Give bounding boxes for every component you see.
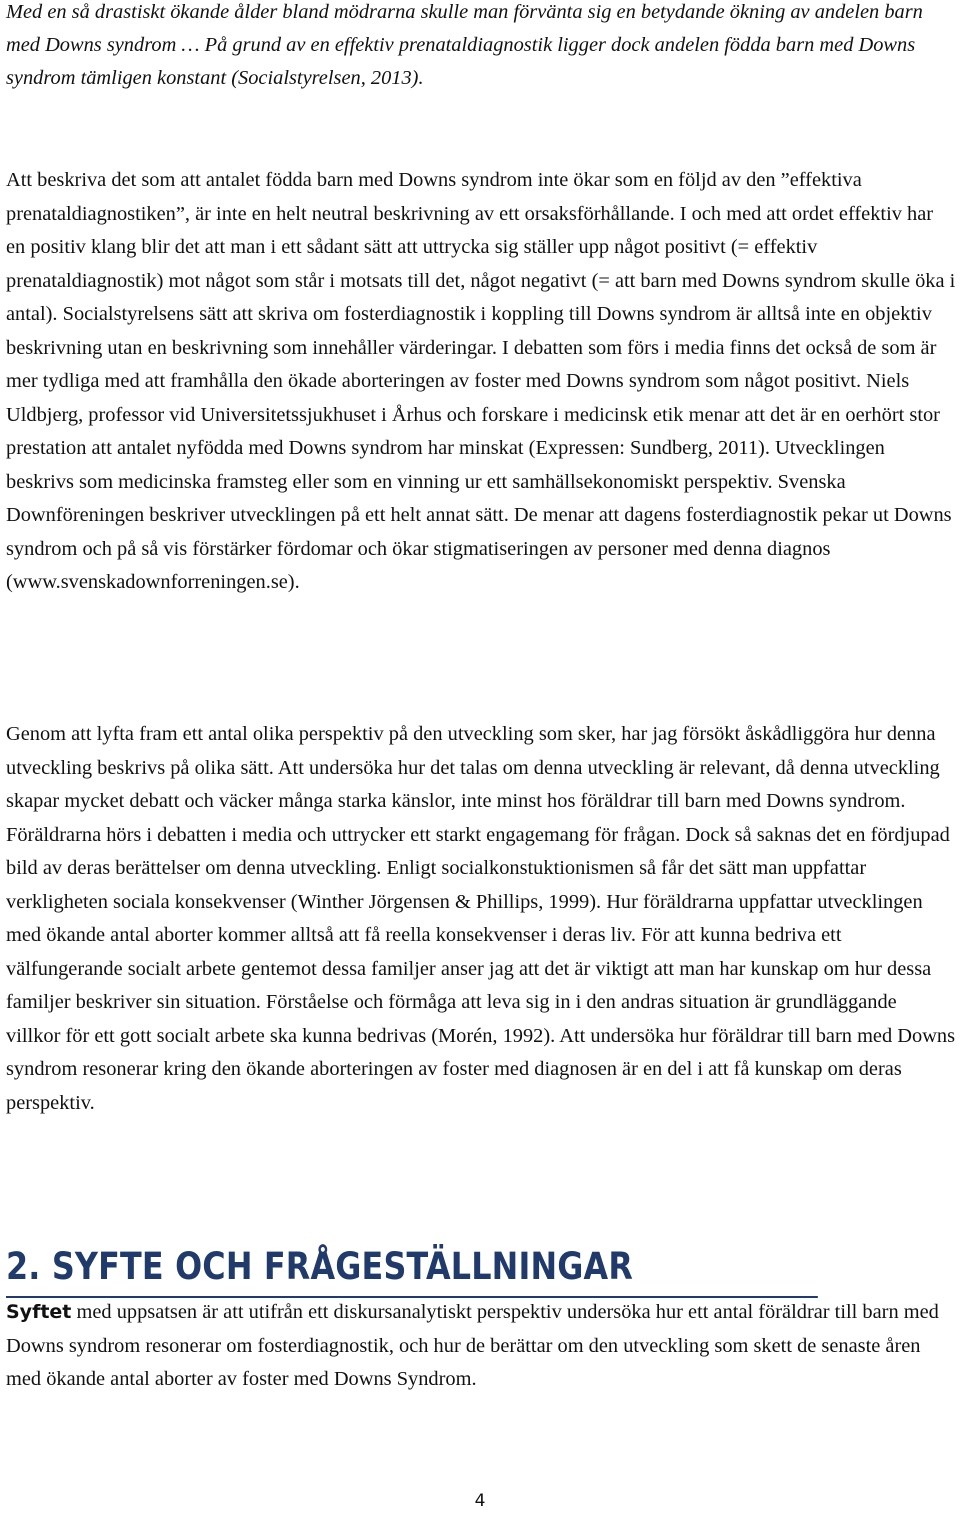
body-paragraph-1: Att beskriva det som att antalet födda barn med Downs syndrom inte ökar som en följd av den ”effektiva prenataldiagnostiken”, är inte en helt neutral beskrivning av ett orsaksförhållande. I och med att ordet effektiv har en positiv klang blir det att man i ett sådant sätt att uttrycka sig ställer upp något positivt (= effektiv prenataldiagnostik) mot något som står i motsats till det, något negativt (= att barn med Downs syndrom skulle öka i antal). Socialstyrelsens sätt att skriva om fosterdiagnostik i koppling till Downs syndrom är alltså inte en objektiv beskrivning utan en beskrivning som innehåller värderingar. I debatten som förs i media finns det också de som är mer tydliga med att framhålla den ökade aborteringen av foster med Downs syndrom som något positivt. Niels Uldbjerg, professor vid Universitetssjukhuset i Århus och forskare i medicinsk etik menar att det är en oerhört stor prestation att antalet nyfödda med Downs syndrom har minskat (Expressen: Sundberg, 2011). Utvecklingen beskrivs som medicinska framsteg eller som en vinning ur ett samhällsekonomiskt perspektiv. Svenska Downföreningen beskriver utvecklingen på ett helt annat sätt. De menar att dagens fosterdiagnostik pekar ut Downs syndrom och på så vis förstärker fördomar och ökar stigmatiseringen av personer med denna diagnos (www.svenskadownforreningen.se).: [6, 169, 956, 593]
body-paragraph-2: Genom att lyfta fram ett antal olika perspektiv på den utveckling som sker, har jag försökt åskådliggöra hur denna utveckling beskrivs på olika sätt. Att undersöka hur det talas om denna utveckling är relevant, då denna utveckling skapar mycket debatt och väcker många starka känslor, inte minst hos föräldrar till barn med Downs syndrom. Föräldrarna hörs i debatten i media och uttrycker ett starkt engagemang för frågan. Dock så saknas det en fördjupad bild av deras berättelser om denna utveckling. Enligt socialkonstuktionismen så får det sätt man uppfattar verkligheten sociala konsekvenser (Winther Jörgensen & Phillips, 1999). Hur föräldrarna uppfattar utvecklingen med ökande antal aborter kommer alltså att få reella konsekvenser i deras liv. För att kunna bedriva ett välfungerande socialt arbete gentemot dessa familjer anser jag att det är viktigt att man har kunskap om hur dessa familjer beskriver sin situation. Förståelse och förmåga att leva sig in i den andras situation är grundläggande villkor för ett gott socialt arbete ska kunna bedrivas (Morén, 1992). Att undersöka hur föräldrar till barn med Downs syndrom resonerar kring den ökande aborteringen av foster med diagnosen är en del i att få kunskap om deras perspektiv.: [6, 723, 956, 1114]
purpose-text: med uppsatsen är att utifrån ett diskursanalytiskt perspektiv undersöka hur ett antal föräldrar till barn med Downs syndrom resonerar om fosterdiagnostik, och hur de berättar om den utveckling som skett de senaste åren med ökande antal aborter av foster med Downs Syndrom.: [6, 1301, 939, 1390]
quote-paragraph: Med en så drastiskt ökande ålder bland mödrarna skulle man förvänta sig en betydande ökning av andelen barn med Downs syndrom … På grund av en effektiv prenataldiagnostik ligger dock andelen födda barn med Downs syndrom tämligen konstant (Socialstyrelsen, 2013).: [6, 1, 923, 89]
purpose-term: Syftet: [6, 1301, 72, 1323]
page-number: 4: [474, 1491, 486, 1511]
section-heading: 2. SYFTE OCH FRÅGESTÄLLNINGAR: [6, 1238, 818, 1298]
purpose-paragraph: [6, 1296, 956, 1397]
